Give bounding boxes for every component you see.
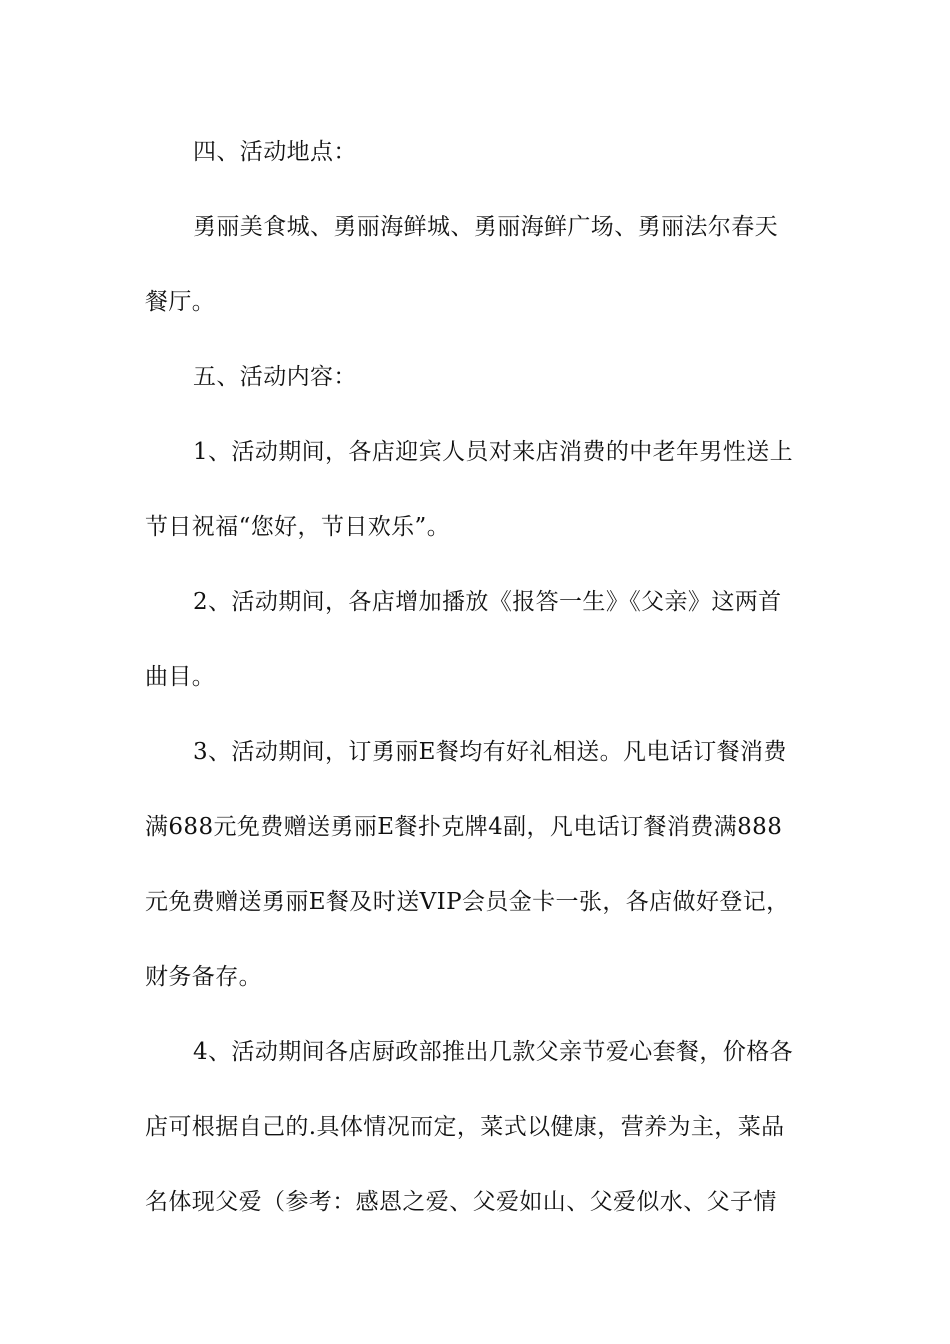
paragraph-line: 节日祝福“您好，节日欢乐”。 xyxy=(145,514,451,540)
paragraph-line: 名体现父爱（参考：感恩之爱、父爱如山、父爱似水、父子情 xyxy=(145,1189,777,1215)
paragraph-line: 餐厅。 xyxy=(145,289,216,315)
paragraph-line: 满688元免费赠送勇丽E餐扑克牌4副，凡电话订餐消费满888 xyxy=(145,814,783,840)
paragraph-line: 店可根据自己的.具体情况而定，菜式以健康，营养为主，菜品 xyxy=(145,1114,785,1140)
paragraph-line: 元免费赠送勇丽E餐及时送VIP会员金卡一张，各店做好登记， xyxy=(145,889,790,915)
paragraph-line: 财务备存。 xyxy=(145,964,262,990)
section-heading-content: 五、活动内容： xyxy=(193,364,357,390)
paragraph-line: 勇丽美食城、勇丽海鲜城、勇丽海鲜广场、勇丽法尔春天 xyxy=(193,214,778,240)
paragraph-line: 3、活动期间，订勇丽E餐均有好礼相送。凡电话订餐消费 xyxy=(193,739,787,765)
paragraph-line: 2、活动期间，各店增加播放《报答一生》《父亲》这两首 xyxy=(193,589,782,615)
paragraph-line: 4、活动期间各店厨政部推出几款父亲节爱心套餐，价格各 xyxy=(193,1039,794,1065)
paragraph-line: 曲目。 xyxy=(145,664,216,690)
section-heading-location: 四、活动地点： xyxy=(193,139,357,165)
paragraph-line: 1、活动期间，各店迎宾人员对来店消费的中老年男性送上 xyxy=(193,439,794,465)
